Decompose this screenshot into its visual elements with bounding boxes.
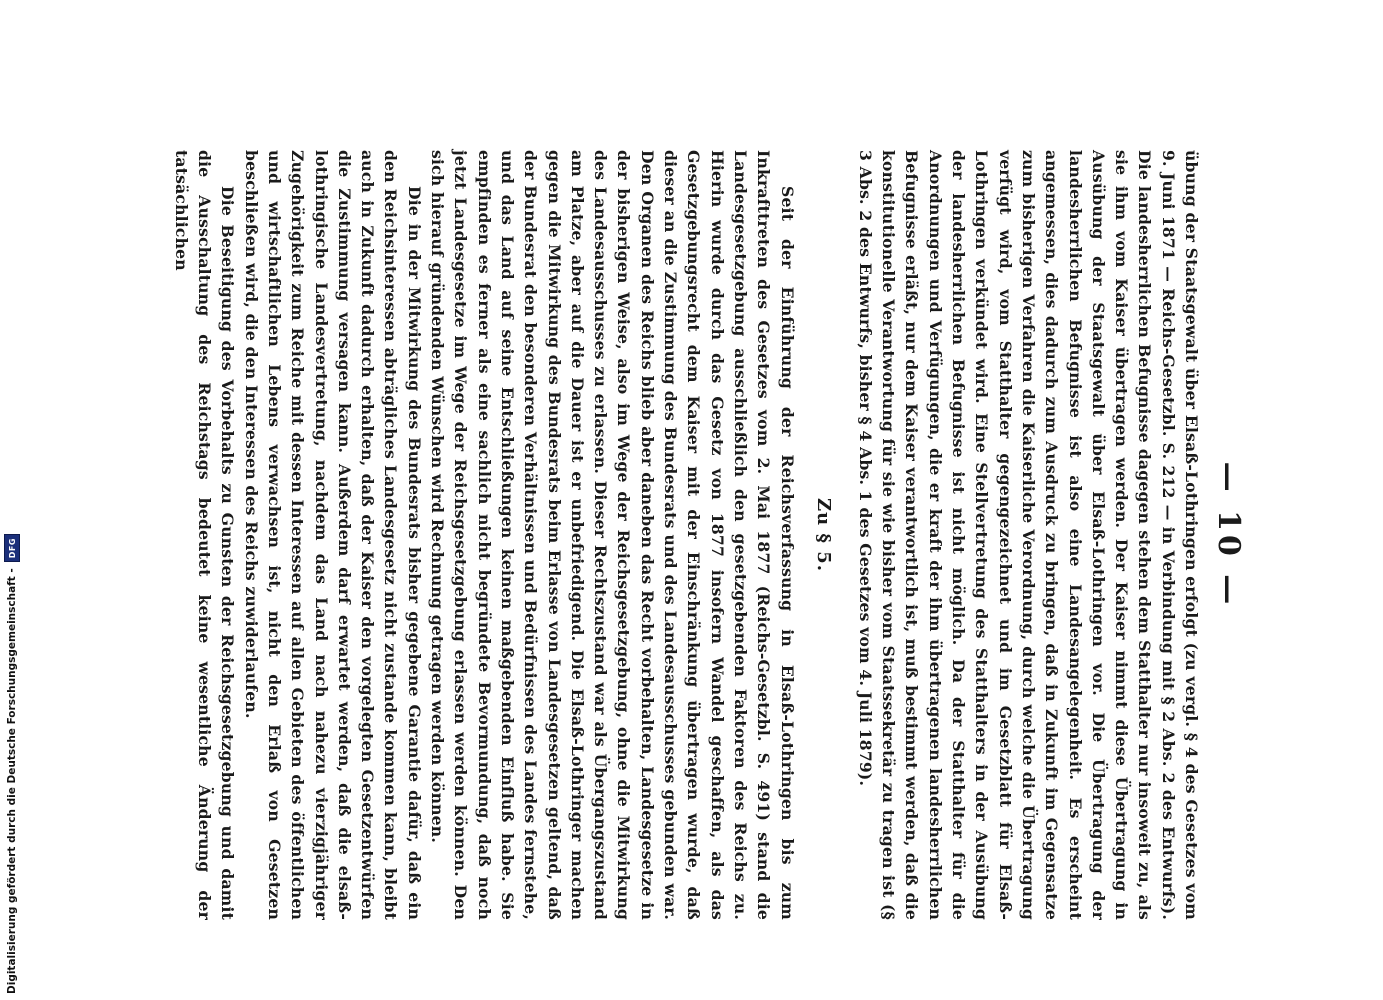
page-number: — 10 — (1211, 461, 1246, 609)
footer-credit-inner (4, 4, 20, 994)
footer-credit (4, 4, 20, 994)
paragraph-section-2: Die in der Mitwirkung des Bundesrats bisher gegebene Garantie dafür, daß ein den Reichsinteressen abträgliches Landesgesetz nicht zustande kommen kann, bleibt auch in Zukunft dadurch erhalten, daß der Kaiser den vorgelegten Gesetzentwürfen die Zustimmung versagen kann. Außerdem darf erwartet werden, daß die elsaß-lothringische Landesvertretung, nachdem das Land nach nahezu vierzigjähriger Zugehörigkeit zum Reiche mit dessen Interessen auf allen Gebieten des öffentlichen und wirtschaftlichen Lebens verwachsen ist, nicht den Erlaß von Gesetzen beschließen wird, die den Interessen des Reichs zuwiderlaufen. (241, 150, 424, 920)
section-heading: Zu § 5. (812, 498, 834, 572)
dfg-logo-icon: DFG (4, 534, 20, 562)
paragraph-section-3: Die Beseitigung des Vorbehalts zu Gunsten der Reichsgesetzgebung und damit die Ausschaltung des Reichstags bedeutet keine wesentliche Änderung der tatsächlichen (171, 150, 238, 920)
document-page (160, 120, 1260, 950)
paragraph-section-1: Seit der Einführung der Reichsverfassung in Elsaß-Lothringen bis zum Inkrafttreten des Gesetzes vom 2. Mai 1877 (Reichs-Gesetzbl. S. 491) stand die Landesgesetzgebung ausschließlich den gesetzgebenden Faktoren des Reichs zu. Hierin wurde durch das Gesetz von 1877 insofern Wandel geschaffen, als das Gesetzgebungsrecht dem Kaiser mit der Einschränkung übertragen wurde, daß dieser an die Zustimmung des Bundesrats und des Landesausschusses gebunden war. Den Organen des Reichs blieb aber daneben das Recht vorbehalten, Landesgesetze in der bisherigen Weise, also im Wege der Reichsgesetzgebung, ohne die Mitwirkung des Landesausschusses zu erlassen. Dieser Rechtszustand war als Übergangszustand am Platze, aber auf die Dauer ist er unbefriedigend. Die Elsaß-Lothringer machen gegen die Mitwirkung des Bundesrats beim Erlasse von Landesgesetzen geltend, daß der Bundesrat den besonderen Verhältnissen und Bedürfnissen des Landes fernstehe, und das Land auf seine Entschließungen keinen maßgebenden Einfluß habe. Sie empfinden es ferner als eine sachlich nicht begründete Bevormundung, daß noch jetzt Landesgesetze im Wege der Reichsgesetzgebung erlassen werden können. Den sich hierauf gründenden Wünschen wird Rechnung getragen werden können. (428, 150, 797, 920)
paragraph-top-1: übung der Staatsgewalt über Elsaß-Lothringen erfolgt (zu vergl. § 4 des Gesetzes vom 9. Juni 1871 — Reichs-Gesetzbl. S. 212 — in Verbindung mit § 2 Abs. 2 des Entwurfs). Die landesherrlichen Befugnisse dagegen stehen dem Statthalter nur insoweit zu, als sie ihm vom Kaiser übertragen werden. Der Kaiser nimmt diese Übertragung in Ausübung der Staatsgewalt über Elsaß-Lothringen vor. Die Übertragung der landesherrlichen Befugnisse ist also eine Landesangelegenheit. Es erscheint angemessen, dies dadurch zum Ausdruck zu bringen, daß in Zukunft im Gegensatze zum bisherigen Verfahren die Kaiserliche Verordnung, durch welche die Übertragung verfügt wird, vom Statthalter gegengezeichnet und im Gesetzblatt für Elsaß-Lothringen verkündet wird. Eine Stellvertretung des Statthalters in der Ausübung der landesherrlichen Befugnisse ist nicht möglich. Da der Statthalter für die Anordnungen und Verfügungen, die er kraft der ihm übertragenen landesherrlichen Befugnisse erläßt, nur dem Kaiser verantwortlich ist, muß bestimmt werden, daß die konstitutionelle Verantwortung für sie wie bisher vom Staatssekretär zu tragen ist (§ 3 Abs. 2 des Entwurfs, bisher § 4 Abs. 1 des Gesetzes vom 4. Juli 1879). (855, 150, 1201, 920)
footer-credit-text: Digitalisierung gefördert durch die Deutsche Forschungsgemeinschaft - (6, 568, 18, 994)
